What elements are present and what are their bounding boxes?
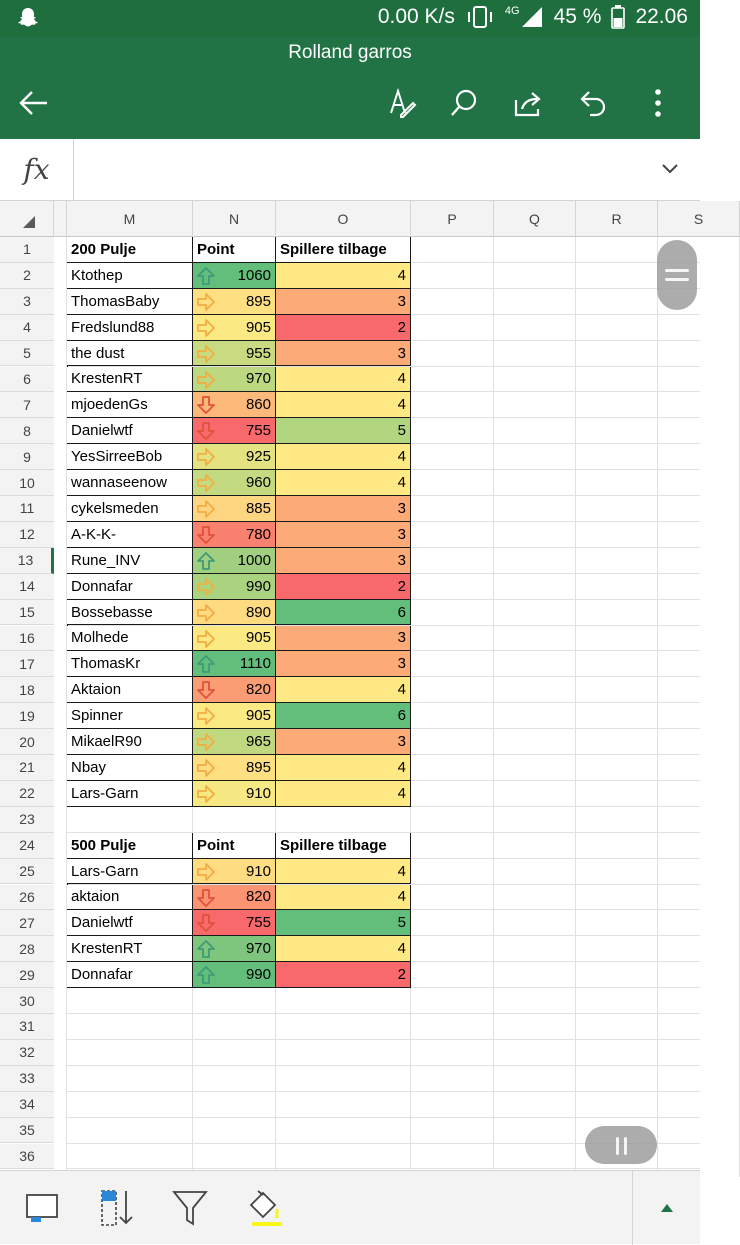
point-cell-text: 990 [245, 577, 271, 595]
fill-color-icon [244, 1187, 286, 1229]
remaining-cell-text: 4 [397, 266, 406, 284]
remaining-cell[interactable] [276, 341, 411, 367]
battery-icon [611, 5, 625, 29]
bottom-toolbar [0, 1170, 700, 1244]
point-cell[interactable] [193, 626, 276, 652]
more-options-button[interactable] [638, 85, 678, 121]
point-header-cell[interactable] [193, 833, 276, 859]
row-header-32[interactable]: 32 [0, 1040, 54, 1066]
remaining-cell-text: 2 [397, 577, 406, 595]
player-name-cell[interactable] [67, 859, 193, 885]
select-all-corner[interactable] [0, 201, 54, 237]
remaining-cell[interactable] [276, 936, 411, 962]
sheet-view-icon [23, 1191, 61, 1225]
player-name-cell-text: Donnafar [71, 577, 133, 595]
arrow-up-icon [197, 940, 215, 958]
remaining-cell[interactable] [276, 600, 411, 626]
point-cell[interactable] [193, 703, 276, 729]
point-cell-text: 990 [245, 966, 271, 984]
arrow-right-icon [197, 345, 215, 363]
point-cell-text: 955 [245, 344, 271, 362]
point-cell[interactable] [193, 574, 276, 600]
row-header-22[interactable]: 22 [0, 781, 54, 807]
gridline-row [67, 1013, 700, 1014]
arrow-right-icon [197, 759, 215, 777]
row-header-11[interactable]: 11 [0, 496, 54, 522]
formula-bar [0, 139, 700, 201]
row-header-24[interactable]: 24 [0, 833, 54, 859]
edit-button[interactable] [381, 85, 421, 121]
column-header-s[interactable]: S [658, 201, 740, 237]
fill-color-button[interactable] [243, 1187, 287, 1229]
player-name-cell-text: Bossebasse [71, 603, 153, 621]
row-header-12[interactable]: 12 [0, 522, 54, 548]
player-name-cell-text: Ktothep [71, 266, 123, 284]
player-name-cell[interactable] [67, 574, 193, 600]
document-title: Rolland garros [288, 42, 412, 63]
share-button[interactable] [508, 85, 548, 121]
row-header-17[interactable]: 17 [0, 651, 54, 677]
remaining-cell[interactable] [276, 444, 411, 470]
arrow-right-icon [197, 319, 215, 337]
arrow-right-icon [197, 733, 215, 751]
pen-edit-icon [385, 87, 417, 119]
point-cell-text: 960 [245, 474, 271, 492]
player-name-cell[interactable] [67, 341, 193, 367]
arrow-right-icon [197, 863, 215, 881]
row-header-19[interactable]: 19 [0, 703, 54, 729]
share-icon [512, 88, 544, 118]
remaining-cell[interactable] [276, 470, 411, 496]
arrow-right-icon [197, 500, 215, 518]
app-bar [0, 37, 700, 139]
more-vertical-icon [653, 88, 663, 118]
point-cell-text: 780 [245, 525, 271, 543]
point-cell[interactable] [193, 367, 276, 393]
row-header-5[interactable]: 5 [0, 341, 54, 367]
player-name-cell[interactable] [67, 755, 193, 781]
row-header-34[interactable]: 34 [0, 1092, 54, 1118]
remaining-cell-text: 4 [397, 448, 406, 466]
player-name-cell-text: A-K-K- [71, 525, 116, 543]
sort-button[interactable] [95, 1187, 139, 1229]
player-name-cell-text: MikaelR90 [71, 733, 142, 751]
player-name-cell[interactable] [67, 910, 193, 936]
toolbar-separator [632, 1171, 633, 1245]
remaining-cell[interactable] [276, 910, 411, 936]
remaining-cell-text: 6 [397, 603, 406, 621]
remaining-cell[interactable] [276, 289, 411, 315]
column-header-n[interactable]: N [193, 201, 276, 237]
player-name-cell-text: aktaion [71, 888, 120, 906]
remaining-cell-text: 4 [397, 474, 406, 492]
frozen-gap [54, 237, 67, 1177]
arrow-up-icon [197, 552, 215, 570]
row-header-27[interactable]: 27 [0, 910, 54, 936]
arrow-up-icon [197, 655, 215, 673]
remaining-cell[interactable] [276, 755, 411, 781]
player-name-cell[interactable] [67, 626, 193, 652]
point-cell[interactable] [193, 781, 276, 807]
column-header-m[interactable]: M [67, 201, 193, 237]
point-cell-text: 925 [245, 448, 271, 466]
column-header-gap [54, 201, 67, 237]
point-cell[interactable] [193, 729, 276, 755]
fx-label: fx [0, 139, 74, 200]
arrow-right-icon [197, 578, 215, 596]
point-cell-text: 970 [245, 370, 271, 388]
remaining-cell-text: 2 [397, 318, 406, 336]
spreadsheet-grid[interactable] [0, 201, 704, 1170]
row-header-33[interactable]: 33 [0, 1066, 54, 1092]
row-header-6[interactable]: 6 [0, 367, 54, 393]
player-name-cell[interactable] [67, 885, 193, 911]
player-name-cell-text: cykelsmeden [71, 499, 159, 517]
remaining-cell-text: 4 [397, 940, 406, 958]
arrow-right-icon [197, 604, 215, 622]
remaining-cell-text: 4 [397, 396, 406, 414]
point-cell-text: 895 [245, 758, 271, 776]
player-name-cell-text: Nbay [71, 758, 107, 776]
point-cell[interactable] [193, 651, 276, 677]
remaining-cell[interactable] [276, 392, 411, 418]
player-name-cell[interactable] [67, 600, 193, 626]
remaining-cell-text: 4 [397, 784, 406, 802]
point-cell[interactable] [193, 522, 276, 548]
name-header-cell-text: 200 Pulje [71, 240, 137, 258]
gridline-row [67, 1065, 700, 1066]
row-header-26[interactable]: 26 [0, 885, 54, 911]
point-cell-text: 965 [245, 733, 271, 751]
network-speed: 0.00 K/s [377, 5, 455, 28]
remaining-cell[interactable] [276, 781, 411, 807]
player-name-cell-text: Lars-Garn [71, 784, 139, 802]
arrow-right-icon [197, 474, 215, 492]
remaining-cell[interactable] [276, 548, 411, 574]
filter-button[interactable] [168, 1187, 212, 1229]
remaining-cell[interactable] [276, 729, 411, 755]
row-header-21[interactable]: 21 [0, 755, 54, 781]
arrow-down-icon [197, 889, 215, 907]
remaining-cell[interactable] [276, 315, 411, 341]
remaining-cell[interactable] [276, 522, 411, 548]
point-cell[interactable] [193, 677, 276, 703]
player-name-cell-text: Danielwtf [71, 914, 133, 932]
remaining-cell[interactable] [276, 677, 411, 703]
player-name-cell[interactable] [67, 470, 193, 496]
point-cell[interactable] [193, 289, 276, 315]
arrow-right-icon [197, 293, 215, 311]
back-button[interactable] [14, 85, 54, 121]
remaining-header-cell[interactable] [276, 237, 411, 263]
remaining-cell-text: 2 [397, 966, 406, 984]
row-header-10[interactable]: 10 [0, 470, 54, 496]
player-name-cell[interactable] [67, 548, 193, 574]
player-name-cell-text: Rune_INV [71, 551, 141, 569]
point-cell[interactable] [193, 936, 276, 962]
player-name-cell-text: the dust [71, 344, 125, 362]
back-arrow-icon [19, 90, 49, 116]
player-name-cell-text: ThomasBaby [71, 292, 160, 310]
point-cell[interactable] [193, 470, 276, 496]
name-header-cell[interactable] [67, 833, 193, 859]
remaining-cell[interactable] [276, 626, 411, 652]
player-name-cell-text: Lars-Garn [71, 862, 139, 880]
point-cell-text: 970 [245, 940, 271, 958]
undo-button[interactable] [574, 85, 614, 121]
point-cell-text: 1000 [237, 551, 271, 569]
status-bar [0, 0, 700, 37]
remaining-cell-text: 3 [397, 499, 406, 517]
point-cell-text: 905 [245, 629, 271, 647]
point-cell-text: 905 [245, 318, 271, 336]
arrow-right-icon [197, 707, 215, 725]
remaining-cell-text: 3 [397, 344, 406, 362]
point-cell[interactable] [193, 910, 276, 936]
point-cell[interactable] [193, 885, 276, 911]
remaining-cell[interactable] [276, 496, 411, 522]
remaining-cell-text: 3 [397, 525, 406, 543]
row-header-36[interactable]: 36 [0, 1144, 54, 1170]
vibrate-icon [465, 5, 495, 29]
arrow-up-icon [197, 267, 215, 285]
remaining-cell-text: 4 [397, 758, 406, 776]
remaining-cell[interactable] [276, 263, 411, 289]
player-name-cell-text: KrestenRT [71, 940, 143, 958]
vertical-scroll-handle[interactable] [657, 240, 697, 310]
remaining-cell[interactable] [276, 703, 411, 729]
row-header-9[interactable]: 9 [0, 444, 54, 470]
remaining-cell-text: 5 [397, 914, 406, 932]
gridline-row [67, 1091, 700, 1092]
player-name-cell[interactable] [67, 392, 193, 418]
remaining-cell[interactable] [276, 962, 411, 988]
sheet-view-button[interactable] [20, 1187, 64, 1229]
player-name-cell[interactable] [67, 962, 193, 988]
point-cell[interactable] [193, 444, 276, 470]
point-cell-text: 910 [245, 784, 271, 802]
player-name-cell[interactable] [67, 703, 193, 729]
point-cell[interactable] [193, 263, 276, 289]
row-header-2[interactable]: 2 [0, 263, 54, 289]
point-cell[interactable] [193, 859, 276, 885]
row-header-28[interactable]: 28 [0, 936, 54, 962]
gridline-col [493, 237, 494, 1177]
player-name-cell[interactable] [67, 315, 193, 341]
snapchat-ghost-icon [16, 6, 40, 30]
point-cell-text: 860 [245, 396, 271, 414]
remaining-cell-text: 4 [397, 681, 406, 699]
player-name-cell[interactable] [67, 729, 193, 755]
player-name-cell-text: wannaseenow [71, 474, 167, 492]
player-name-cell[interactable] [67, 522, 193, 548]
row-header-16[interactable]: 16 [0, 626, 54, 652]
arrow-up-icon [197, 966, 215, 984]
player-name-cell[interactable] [67, 496, 193, 522]
column-header-o[interactable]: O [276, 201, 411, 237]
point-cell-text: 755 [245, 914, 271, 932]
point-cell[interactable] [193, 600, 276, 626]
remaining-header-cell-text: Spillere tilbage [280, 836, 387, 854]
player-name-cell-text: mjoedenGs [71, 396, 148, 414]
search-icon [449, 88, 479, 118]
row-header-3[interactable]: 3 [0, 289, 54, 315]
remaining-cell[interactable] [276, 367, 411, 393]
remaining-cell-text: 3 [397, 551, 406, 569]
chevron-down-icon[interactable] [658, 157, 682, 181]
remaining-cell-text: 3 [397, 733, 406, 751]
filter-icon [171, 1188, 209, 1228]
gridline-col [657, 237, 658, 1177]
remaining-header-cell[interactable] [276, 833, 411, 859]
point-cell-text: 1060 [237, 266, 271, 284]
gridline-row [67, 1117, 700, 1118]
remaining-cell-text: 5 [397, 422, 406, 440]
remaining-cell-text: 4 [397, 862, 406, 880]
player-name-cell-text: Danielwtf [71, 422, 133, 440]
remaining-cell[interactable] [276, 859, 411, 885]
arrow-down-icon [197, 422, 215, 440]
point-cell[interactable] [193, 962, 276, 988]
column-header-p[interactable]: P [411, 201, 494, 237]
point-cell-text: 820 [245, 681, 271, 699]
row-header-7[interactable]: 7 [0, 392, 54, 418]
name-header-cell[interactable] [67, 237, 193, 263]
row-header-30[interactable]: 30 [0, 988, 54, 1014]
clock: 22.06 [635, 5, 688, 28]
row-header-14[interactable]: 14 [0, 574, 54, 600]
row-header-20[interactable]: 20 [0, 729, 54, 755]
row-header-29[interactable]: 29 [0, 962, 54, 988]
player-name-cell[interactable] [67, 444, 193, 470]
row-header-23[interactable]: 23 [0, 807, 54, 833]
row-header-25[interactable]: 25 [0, 859, 54, 885]
player-name-cell[interactable] [67, 367, 193, 393]
column-header-r[interactable]: R [576, 201, 658, 237]
arrow-right-icon [197, 785, 215, 803]
name-header-cell-text: 500 Pulje [71, 836, 137, 854]
point-cell-text: 905 [245, 707, 271, 725]
row-header-35[interactable]: 35 [0, 1118, 54, 1144]
remaining-cell-text: 4 [397, 370, 406, 388]
remaining-cell[interactable] [276, 418, 411, 444]
expand-up-icon [660, 1203, 674, 1213]
point-cell-text: 890 [245, 603, 271, 621]
point-cell[interactable] [193, 315, 276, 341]
point-header-cell-text: Point [197, 240, 235, 258]
remaining-cell-text: 6 [397, 707, 406, 725]
point-cell[interactable] [193, 341, 276, 367]
remaining-header-cell-text: Spillere tilbage [280, 240, 387, 258]
player-name-cell[interactable] [67, 781, 193, 807]
arrow-right-icon [197, 448, 215, 466]
remaining-cell-text: 3 [397, 655, 406, 673]
point-cell[interactable] [193, 755, 276, 781]
player-name-cell-text: KrestenRT [71, 370, 143, 388]
horizontal-scroll-handle[interactable] [585, 1126, 657, 1164]
signal-icon [520, 6, 544, 28]
row-header-15[interactable]: 15 [0, 600, 54, 626]
point-cell[interactable] [193, 418, 276, 444]
row-header-13[interactable]: 13 [0, 548, 54, 574]
arrow-right-icon [197, 371, 215, 389]
player-name-cell-text: Spinner [71, 707, 123, 725]
point-cell-text: 895 [245, 292, 271, 310]
player-name-cell-text: Aktaion [71, 681, 122, 699]
point-cell-text: 820 [245, 888, 271, 906]
network-type: 4G [504, 5, 520, 17]
player-name-cell[interactable] [67, 651, 193, 677]
gridline-row [67, 1039, 700, 1040]
player-name-cell-text: ThomasKr [71, 655, 141, 673]
battery-percent: 45 % [553, 5, 602, 28]
remaining-cell-text: 3 [397, 629, 406, 647]
remaining-cell[interactable] [276, 574, 411, 600]
player-name-cell[interactable] [67, 418, 193, 444]
player-name-cell-text: Fredslund88 [71, 318, 155, 336]
arrow-down-icon [197, 526, 215, 544]
arrow-right-icon [197, 630, 215, 648]
player-name-cell-text: Donnafar [71, 966, 133, 984]
point-cell-text: 885 [245, 499, 271, 517]
expand-toolbar-button[interactable] [645, 1187, 689, 1229]
formula-input[interactable] [75, 139, 635, 200]
remaining-cell[interactable] [276, 885, 411, 911]
row-header-8[interactable]: 8 [0, 418, 54, 444]
row-header-1[interactable]: 1 [0, 237, 54, 263]
gridline-col [575, 237, 576, 1177]
player-name-cell[interactable] [67, 936, 193, 962]
point-header-cell[interactable] [193, 237, 276, 263]
player-name-cell[interactable] [67, 263, 193, 289]
row-header-4[interactable]: 4 [0, 315, 54, 341]
undo-icon [579, 88, 609, 118]
point-cell-text: 1110 [239, 655, 271, 673]
player-name-cell-text: Molhede [71, 629, 129, 647]
point-cell-text: 910 [245, 862, 271, 880]
player-name-cell[interactable] [67, 677, 193, 703]
remaining-cell-text: 4 [397, 888, 406, 906]
row-header-18[interactable]: 18 [0, 677, 54, 703]
point-cell-text: 755 [245, 422, 271, 440]
point-cell[interactable] [193, 392, 276, 418]
sort-icon [97, 1188, 137, 1228]
point-cell[interactable] [193, 496, 276, 522]
player-name-cell-text: YesSirreeBob [71, 448, 163, 466]
row-header-31[interactable]: 31 [0, 1014, 54, 1040]
arrow-down-icon [197, 914, 215, 932]
arrow-down-icon [197, 681, 215, 699]
point-header-cell-text: Point [197, 836, 235, 854]
point-cell[interactable] [193, 548, 276, 574]
search-button[interactable] [444, 85, 484, 121]
remaining-cell[interactable] [276, 651, 411, 677]
arrow-down-icon [197, 396, 215, 414]
column-header-q[interactable]: Q [494, 201, 576, 237]
remaining-cell-text: 3 [397, 292, 406, 310]
player-name-cell[interactable] [67, 289, 193, 315]
